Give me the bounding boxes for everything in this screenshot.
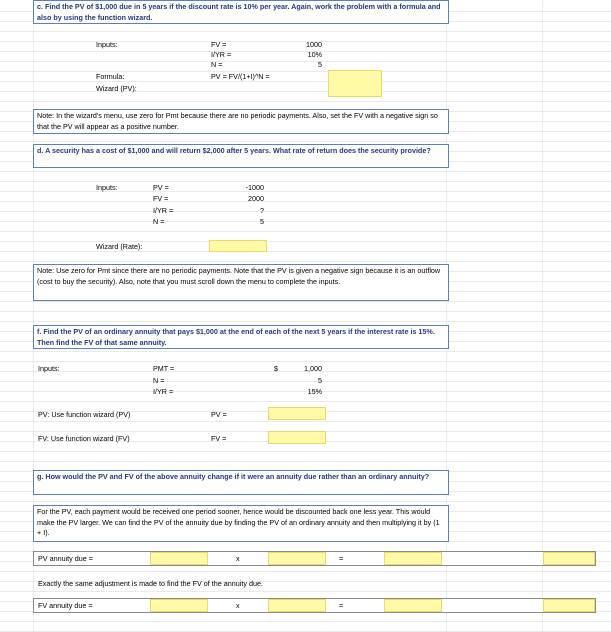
part-d-title-box: [33, 144, 449, 168]
part-c-inputs-label: Inputs:: [96, 40, 118, 49]
part-c-formula-text: PV = FV/(1+I)^N =: [211, 72, 270, 81]
part-f-iyr-value[interactable]: 15%: [307, 387, 322, 396]
part-d-n-value[interactable]: 5: [260, 217, 264, 226]
part-g-pv-extra-cell[interactable]: [543, 552, 595, 565]
part-f-pv-wizard-label: PV: Use function wizard (PV): [38, 410, 131, 419]
part-g-explanation-box: [33, 505, 449, 542]
part-g-pv-due-answer-cell[interactable]: [384, 552, 442, 565]
part-c-iyr-value[interactable]: 10%: [307, 50, 322, 59]
part-f-iyr-label: I/YR =: [153, 387, 174, 396]
part-g-fv-due-label: FV annuity due =: [38, 601, 93, 610]
part-f-title-box: [33, 325, 449, 349]
part-g-title: g. How would the PV and FV of the above annuity change if it were an annuity due rather than an ordinary annuity?: [37, 472, 430, 481]
part-f-n-value[interactable]: 5: [318, 376, 322, 385]
part-g-fv-note: Exactly the same adjustment is made to find the FV of the annuity due.: [38, 579, 263, 588]
part-c-formula-label: Formula:: [96, 72, 125, 81]
part-g-fv-ordinary-cell[interactable]: [150, 599, 208, 612]
part-d-fv-label: FV =: [153, 194, 169, 203]
part-g-pv-equals: =: [339, 554, 344, 563]
part-f-fv-eq: FV =: [211, 434, 227, 443]
part-g-fv-times: x: [236, 601, 240, 610]
part-c-fv-value[interactable]: 1000: [306, 40, 322, 49]
part-c-answer-cell[interactable]: [328, 70, 382, 97]
part-c-title: c. Find the PV of $1,000 due in 5 years if the discount rate is 10% per year. Again, work the problem with a formula and also by using the function wizard.: [37, 2, 441, 22]
part-f-pmt-currency: $: [274, 364, 278, 373]
part-f-inputs-label: Inputs:: [38, 364, 60, 373]
part-f-title: f. Find the PV of an ordinary annuity that pays $1,000 at the end of each of the next 5 years if the interest rate is 15%. Then find the FV of that same annuity.: [37, 327, 435, 347]
part-c-note: Note: In the wizard's menu, use zero for Pmt because there are no periodic payments. Also, set the FV with a negative sign so that the PV will appear as a positive number.: [37, 111, 438, 131]
part-c-wizard-label: Wizard (PV):: [96, 84, 137, 93]
part-f-pv-answer-cell[interactable]: [268, 407, 326, 420]
part-c-n-value[interactable]: 5: [318, 60, 322, 69]
part-g-fv-extra-cell[interactable]: [543, 599, 595, 612]
part-d-fv-value[interactable]: 2000: [248, 194, 264, 203]
part-d-pv-label: PV =: [153, 183, 169, 192]
part-f-fv-wizard-label: FV: Use function wizard (FV): [38, 434, 130, 443]
part-d-inputs-label: Inputs:: [96, 183, 118, 192]
part-f-pv-eq: PV =: [211, 410, 227, 419]
part-d-title: d. A security has a cost of $1,000 and will return $2,000 after 5 years. What rate of return does the security provide?: [37, 146, 431, 155]
part-c-iyr-label: I/YR =: [211, 50, 232, 59]
part-f-fv-answer-cell[interactable]: [268, 431, 326, 444]
part-d-note-box: [33, 264, 449, 301]
part-g-pv-ordinary-cell[interactable]: [150, 552, 208, 565]
part-g-title-box: [33, 470, 449, 495]
part-g-pv-due-label: PV annuity due =: [38, 554, 93, 563]
part-g-pv-times: x: [236, 554, 240, 563]
part-d-wizard-label: Wizard (Rate):: [96, 242, 143, 251]
part-c-note-box: [33, 109, 449, 134]
part-d-n-label: N =: [153, 217, 165, 226]
part-g-fv-equals: =: [339, 601, 344, 610]
part-c-n-label: N =: [211, 60, 223, 69]
part-d-iyr-label: I/YR =: [153, 206, 174, 215]
part-c-title-box: [33, 0, 449, 24]
part-d-answer-cell[interactable]: [209, 240, 267, 252]
part-g-pv-factor-cell[interactable]: [268, 552, 326, 565]
part-g-fv-factor-cell[interactable]: [268, 599, 326, 612]
part-c-fv-label: FV =: [211, 40, 227, 49]
part-f-n-label: N =: [153, 376, 165, 385]
part-g-explanation: For the PV, each payment would be received one period sooner, hence would be discounted back one less year. This would make the PV larger. We can find the PV of the annuity due by finding the PV of an ordinary annuity and then multiplying it by (1 + I).: [37, 507, 440, 537]
part-f-pmt-value[interactable]: 1,000: [304, 364, 322, 373]
part-d-iyr-value[interactable]: ?: [260, 206, 264, 215]
part-d-pv-value[interactable]: -1000: [245, 183, 264, 192]
part-g-fv-due-answer-cell[interactable]: [384, 599, 442, 612]
part-d-note: Note: Use zero for Pmt since there are no periodic payments. Note that the PV is given a negative sign because it is an outflow (cost to buy the security). Also, note that you must scroll down the menu to complete the inputs.: [37, 266, 441, 286]
part-f-pmt-label: PMT =: [153, 364, 175, 373]
